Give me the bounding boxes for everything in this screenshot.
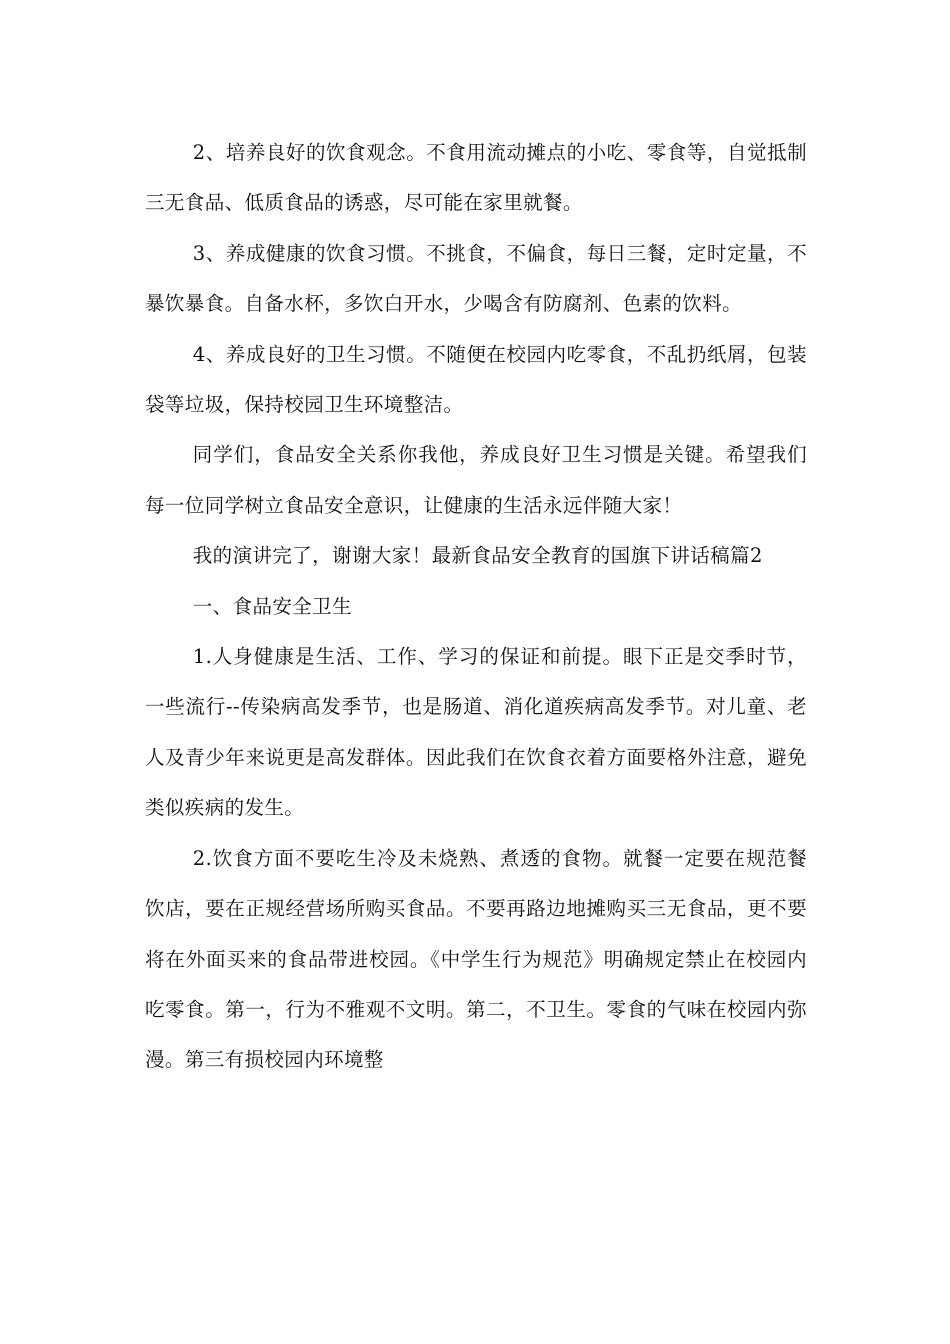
section-heading-food-safety: 一、食品安全卫生 xyxy=(192,594,352,618)
paragraph-eating-concept: 2、培养良好的饮食观念。不食用流动摊点的小吃、零食等，自觉抵制三无食品、低质食品的诱惑，尽可能在家里就餐。 xyxy=(145,141,807,215)
paragraph-diet: 2.饮食方面不要吃生冷及未烧熟、煮透的食物。就餐一定要在规范餐饮店，要在正规经营场所购买食品。不要再路边地摊购买三无食品，更不要将在外面买来的食品带进校园。《中学生行为规范》明确规定禁止在校园内吃零食。第一，行为不雅观不文明。第二，不卫生。零食的气味在校园内弥漫。第三有损校园内环境整 xyxy=(145,846,807,1072)
paragraph-classmates: 同学们，食品安全关系你我他，养成良好卫生习惯是关键。希望我们每一位同学树立食品安全意识，让健康的生活永远伴随大家！ xyxy=(145,443,807,517)
paragraph-health: 1.人身健康是生活、工作、学习的保证和前提。眼下正是交季时节，一些流行--传染病高发季节，也是肠道、消化道疾病高发季节。对儿童、老人及青少年来说更是高发群体。因此我们在饮食衣着方面要格外注意，避免类似疾病的发生。 xyxy=(145,645,807,820)
paragraph-closing: 我的演讲完了，谢谢大家！最新食品安全教育的国旗下讲话稿篇2 xyxy=(192,544,763,568)
paragraph-hygiene-habits: 4、养成良好的卫生习惯。不随便在校园内吃零食，不乱扔纸屑，包装袋等垃圾，保持校园卫生环境整洁。 xyxy=(145,342,807,417)
document-page xyxy=(145,128,807,1086)
paragraph-eating-habits: 3、养成健康的饮食习惯。不挑食，不偏食，每日三餐，定时定量，不暴饮暴食。自备水杯，多饮白开水，少喝含有防腐剂、色素的饮料。 xyxy=(145,241,807,316)
